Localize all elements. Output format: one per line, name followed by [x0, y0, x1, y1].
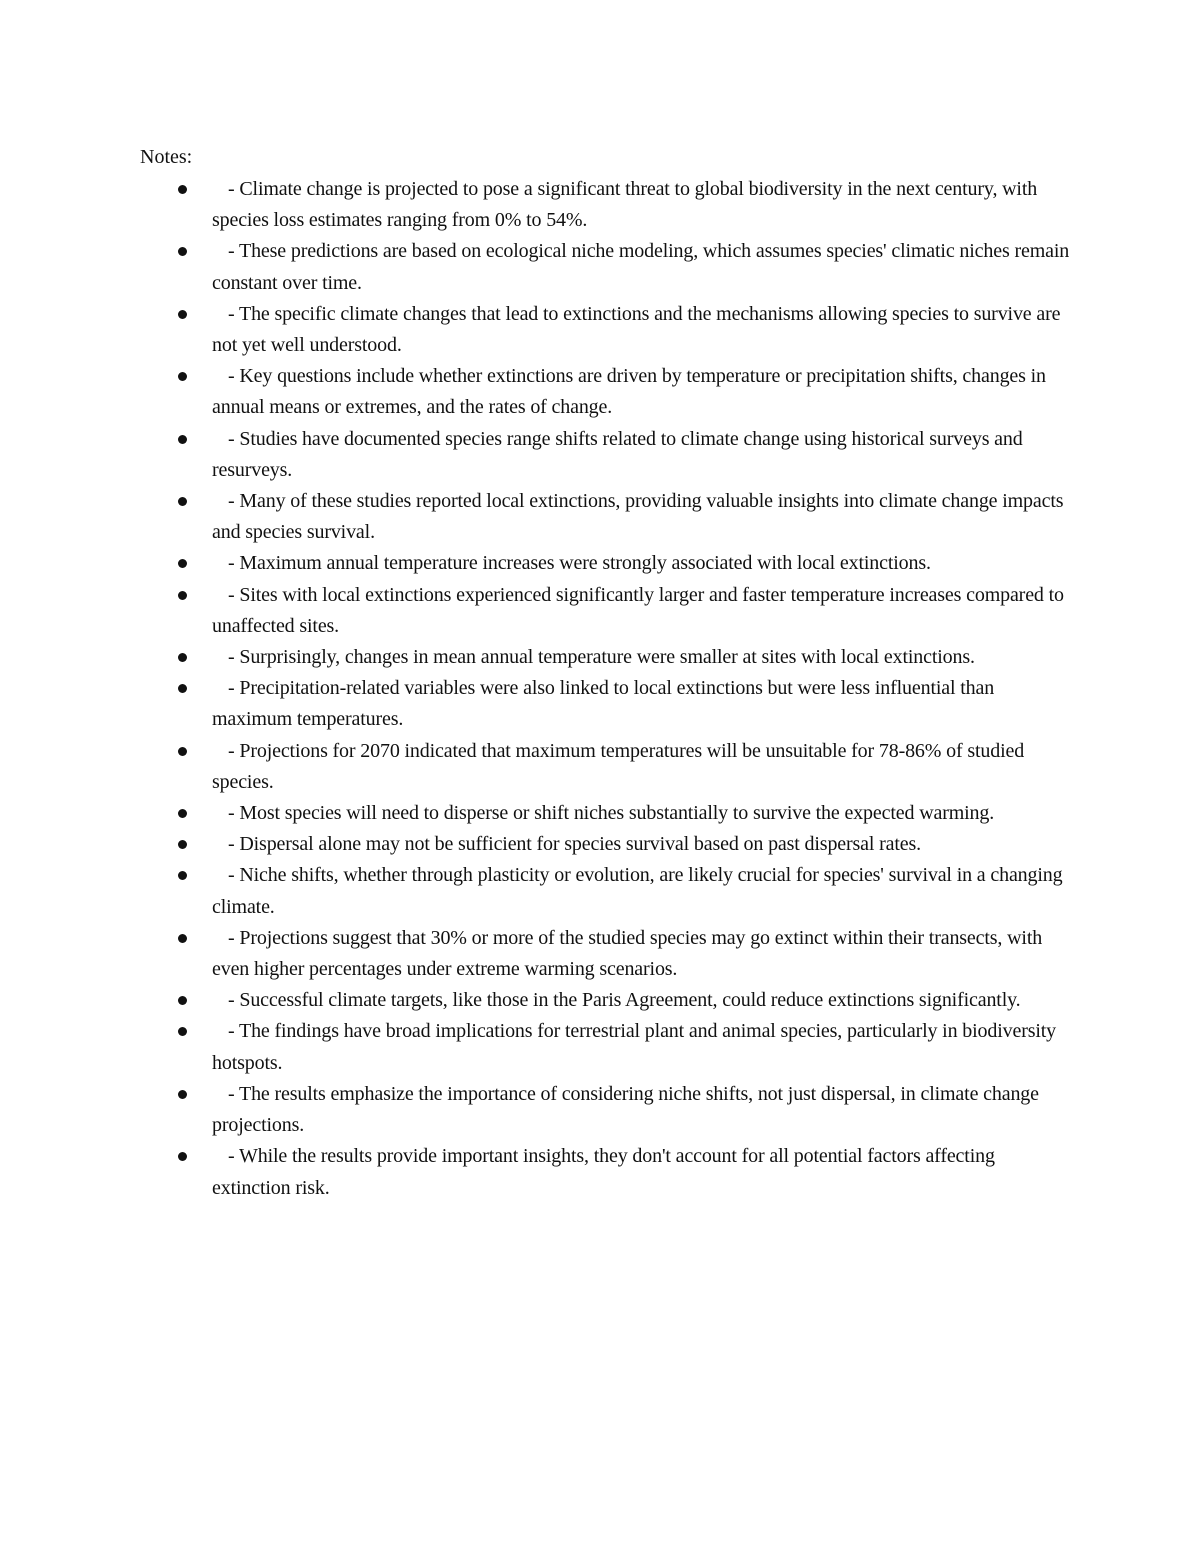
- list-item-text: - The findings have broad implications for terrestrial plant and animal species, particularly in biodiversity hotspots.: [212, 1020, 1057, 1074]
- bullet-icon: [178, 1027, 187, 1036]
- list-item: [0, 548, 1072, 579]
- list-item-text: - Key questions include whether extinctions are driven by temperature or precipitation shifts, changes in annual means or extremes, and the rates of change.: [212, 365, 1046, 419]
- bullet-icon: [178, 1090, 187, 1099]
- list-item-text: - Maximum annual temperature increases were strongly associated with local extinctions.: [228, 552, 931, 575]
- list-item-text: - These predictions are based on ecological niche modeling, which assumes species' climatic niches remain constant over time.: [212, 240, 1070, 294]
- list-item-text: - Precipitation-related variables were also linked to local extinctions but were less influential than maximum temperatures.: [212, 677, 995, 731]
- bullet-icon: [178, 934, 187, 943]
- notes-heading: Notes:: [140, 146, 193, 168]
- list-item-text: - The specific climate changes that lead to extinctions and the mechanisms allowing species to survive are not yet well understood.: [212, 302, 1061, 357]
- bullet-icon: [178, 1152, 187, 1161]
- bullet-icon: [178, 840, 187, 849]
- list-item: [0, 985, 1072, 1016]
- bullet-icon: [178, 310, 187, 319]
- list-item: [0, 486, 1072, 548]
- list-item-text: - Projections suggest that 30% or more of the studied species may go extinct within their transects, with even higher percentages under extreme warming scenarios.: [212, 926, 1043, 981]
- list-item: [0, 673, 1072, 735]
- bullet-icon: [178, 809, 187, 818]
- list-item: [0, 580, 1072, 642]
- list-item: [0, 923, 1072, 985]
- bullet-icon: [178, 435, 187, 444]
- bullet-icon: [178, 559, 187, 568]
- list-item-text: - Projections for 2070 indicated that maximum temperatures will be unsuitable for 78-86% of studied species.: [212, 739, 1025, 793]
- bullet-icon: [178, 747, 187, 756]
- bullet-icon: [178, 497, 187, 506]
- bullet-icon: [178, 996, 187, 1005]
- bullet-icon: [178, 372, 187, 381]
- list-item: [0, 642, 1072, 673]
- list-item-text: - Sites with local extinctions experienced significantly larger and faster temperature increases compared to unaffected sites.: [212, 583, 1064, 637]
- list-item-text: - Most species will need to disperse or shift niches substantially to survive the expected warming.: [228, 802, 995, 825]
- list-item: [0, 361, 1072, 423]
- list-item: [0, 736, 1072, 798]
- notes-list: [0, 174, 1200, 1204]
- list-item: [0, 860, 1072, 922]
- list-item-text: - Many of these studies reported local extinctions, providing valuable insights into climate change impacts and species survival.: [212, 490, 1064, 544]
- bullet-icon: [178, 653, 187, 662]
- list-item: [0, 424, 1072, 486]
- list-item-text: - Dispersal alone may not be sufficient for species survival based on past dispersal rates.: [228, 833, 922, 856]
- list-item: [0, 174, 1072, 236]
- list-item: [0, 829, 1072, 860]
- bullet-icon: [178, 684, 187, 693]
- list-item-text: - Studies have documented species range shifts related to climate change using historical surveys and resurveys.: [212, 427, 1023, 481]
- list-item-text: - Climate change is projected to pose a significant threat to global biodiversity in the next century, with species loss estimates ranging from 0% to 54%.: [212, 178, 1038, 232]
- list-item: [0, 299, 1072, 361]
- bullet-icon: [178, 591, 187, 600]
- list-item-text: - Surprisingly, changes in mean annual temperature were smaller at sites with local extinctions.: [228, 646, 975, 669]
- bullet-icon: [178, 185, 187, 194]
- list-item: [0, 1141, 1072, 1203]
- bullet-icon: [178, 247, 187, 256]
- list-item: [0, 1079, 1072, 1141]
- list-item: [0, 236, 1072, 298]
- list-item: [0, 1016, 1072, 1078]
- list-item-text: - While the results provide important insights, they don't account for all potential factors affecting extinction risk.: [212, 1145, 995, 1199]
- bullet-icon: [178, 871, 187, 880]
- list-item: [0, 798, 1072, 829]
- list-item-text: - Successful climate targets, like those in the Paris Agreement, could reduce extinctions significantly.: [228, 989, 1021, 1012]
- list-item-text: - The results emphasize the importance of considering niche shifts, not just dispersal, in climate change projections.: [212, 1082, 1039, 1137]
- list-item-text: - Niche shifts, whether through plasticity or evolution, are likely crucial for species' survival in a changing climate.: [212, 864, 1063, 918]
